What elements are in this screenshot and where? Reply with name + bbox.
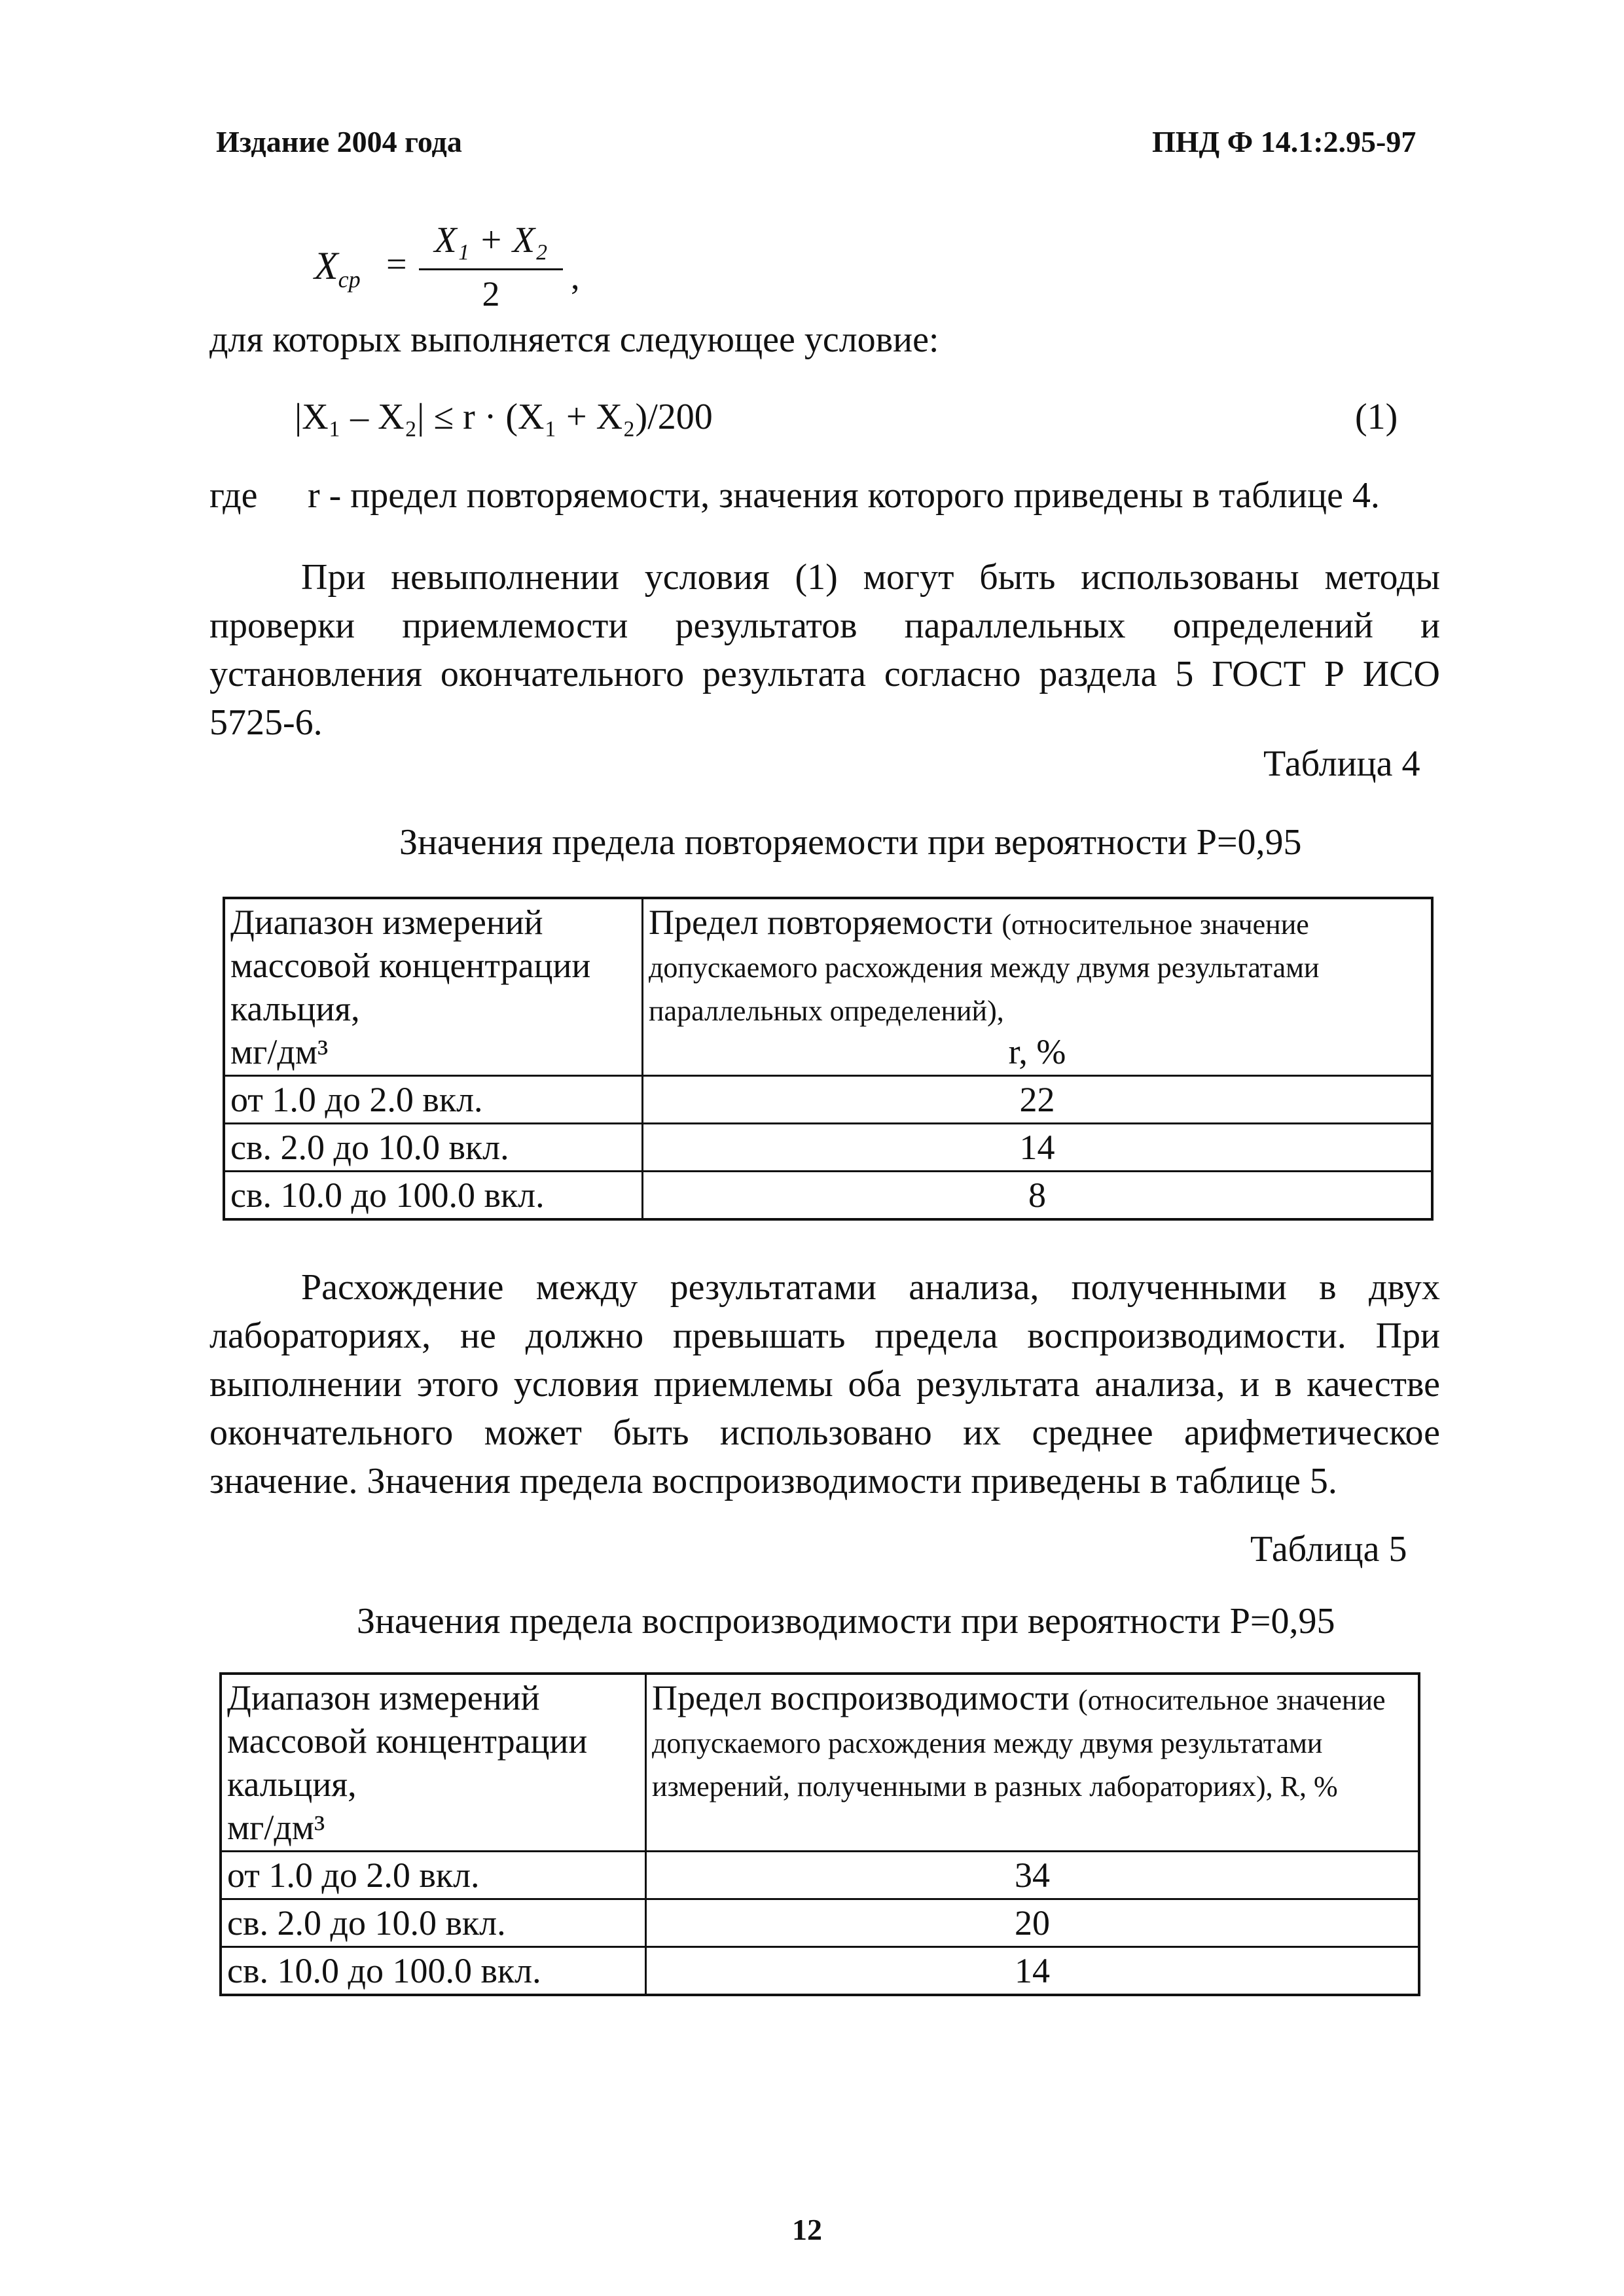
table-row [221,1852,1419,1899]
table-4 [223,897,1434,1221]
table4-head-left-line: Диапазон измерений [230,903,543,942]
table5-head-left-line: мг/дм³ [227,1808,325,1847]
table-row [221,1899,1419,1947]
table4-head-left-line: кальция, [230,989,360,1028]
formula-mean-eq: = [386,244,407,285]
table5-range-cell: от 1.0 до 2.0 вкл. [221,1852,646,1899]
table5-value-cell: 20 [646,1899,1420,1947]
table4-head-right-note: (относительное значение допускаемого расхождения между двумя результатами параллельных определений), [649,908,1320,1027]
table5-value-cell: 34 [646,1852,1420,1899]
where-text: r - предел повторяемости, значения которого приведены в таблице 4. [308,475,1380,516]
table4-range-cell: св. 10.0 до 100.0 вкл. [224,1172,643,1220]
table-row [221,1947,1419,1996]
condition-text: для которых выполняется следующее условие: [209,319,939,360]
paragraph-1: При невыполнении условия (1) могут быть использованы методы проверки приемлемости результатов параллельных определений и установления окончательного результата согласно раздела 5 ГОСТ Р ИСО 5725-6. [209,557,1440,743]
table5-head-left-line: Диапазон измерений [227,1678,540,1717]
table4-value-cell: 8 [643,1172,1433,1220]
fraction-bar [419,268,563,270]
table5-title: Значения предела воспроизводимости при вероятности Р=0,95 [357,1601,1335,1641]
header-right: ПНД Ф 14.1:2.95-97 [1152,125,1416,158]
table5-head-left-line: кальция, [227,1765,357,1804]
table4-value-cell: 22 [643,1076,1433,1124]
table5-range-cell: св. 2.0 до 10.0 вкл. [221,1899,646,1947]
table5-range-cell: св. 10.0 до 100.0 вкл. [221,1947,646,1996]
table5-head-right [646,1674,1420,1852]
formula-mean-lhs: X [314,244,338,287]
table-row [224,1076,1432,1124]
formula-mean-comma: , [571,257,580,296]
table4-head-left-line: мг/дм³ [230,1032,329,1071]
table5-header-row [221,1674,1419,1852]
table4-head-left [224,898,643,1076]
table4-head-right-unit: r, % [1008,1032,1066,1071]
formula-condition: |X₁ – X₂| ≤ r · (X₁ + X₂)/200 [295,397,713,437]
table4-header-row [224,898,1432,1076]
formula-mean-denominator: 2 [482,274,500,314]
table4-range-cell: от 1.0 до 2.0 вкл. [224,1076,643,1124]
table4-range-cell: св. 2.0 до 10.0 вкл. [224,1124,643,1172]
table5-head-left [221,1674,646,1852]
formula-mean-sub: ср [338,266,361,293]
formula-number: (1) [1355,397,1398,437]
paragraph-2: Расхождение между результатами анализа, полученными в двух лабораториях, не должно превышать предела воспроизводимости. При выполнении этого условия приемлемы оба результата анализа, и в качестве окончательного может быть использовано их среднее арифметическое значение. Значения предела воспроизводимости приведены в таблице 5. [209,1267,1440,1501]
table5-label: Таблица 5 [1250,1529,1407,1570]
table-row [224,1172,1432,1220]
table4-head-right [643,898,1433,1076]
table5-head-right-main: Предел воспроизводимости [652,1678,1070,1717]
table4-value-cell: 14 [643,1124,1433,1172]
table4-head-left-line: массовой концентрации [230,946,591,985]
formula-mean-numerator: X₁ + X₂ [434,220,548,260]
table5-head-right-note: (относительное значение допускаемого расхождения между двумя результатами измерений, полученными в разных лабораториях), R, % [652,1684,1386,1803]
table-5 [219,1672,1420,1996]
table4-title: Значения предела повторяемости при вероятности Р=0,95 [399,822,1302,863]
table5-head-left-line: массовой концентрации [227,1721,588,1761]
table4-head-right-main: Предел повторяемости [649,903,993,942]
table4-label: Таблица 4 [1263,744,1420,784]
header-left: Издание 2004 года [216,125,462,158]
table5-value-cell: 14 [646,1947,1420,1996]
table-row [224,1124,1432,1172]
page-number: 12 [792,2213,822,2246]
where-word: где [209,475,258,516]
